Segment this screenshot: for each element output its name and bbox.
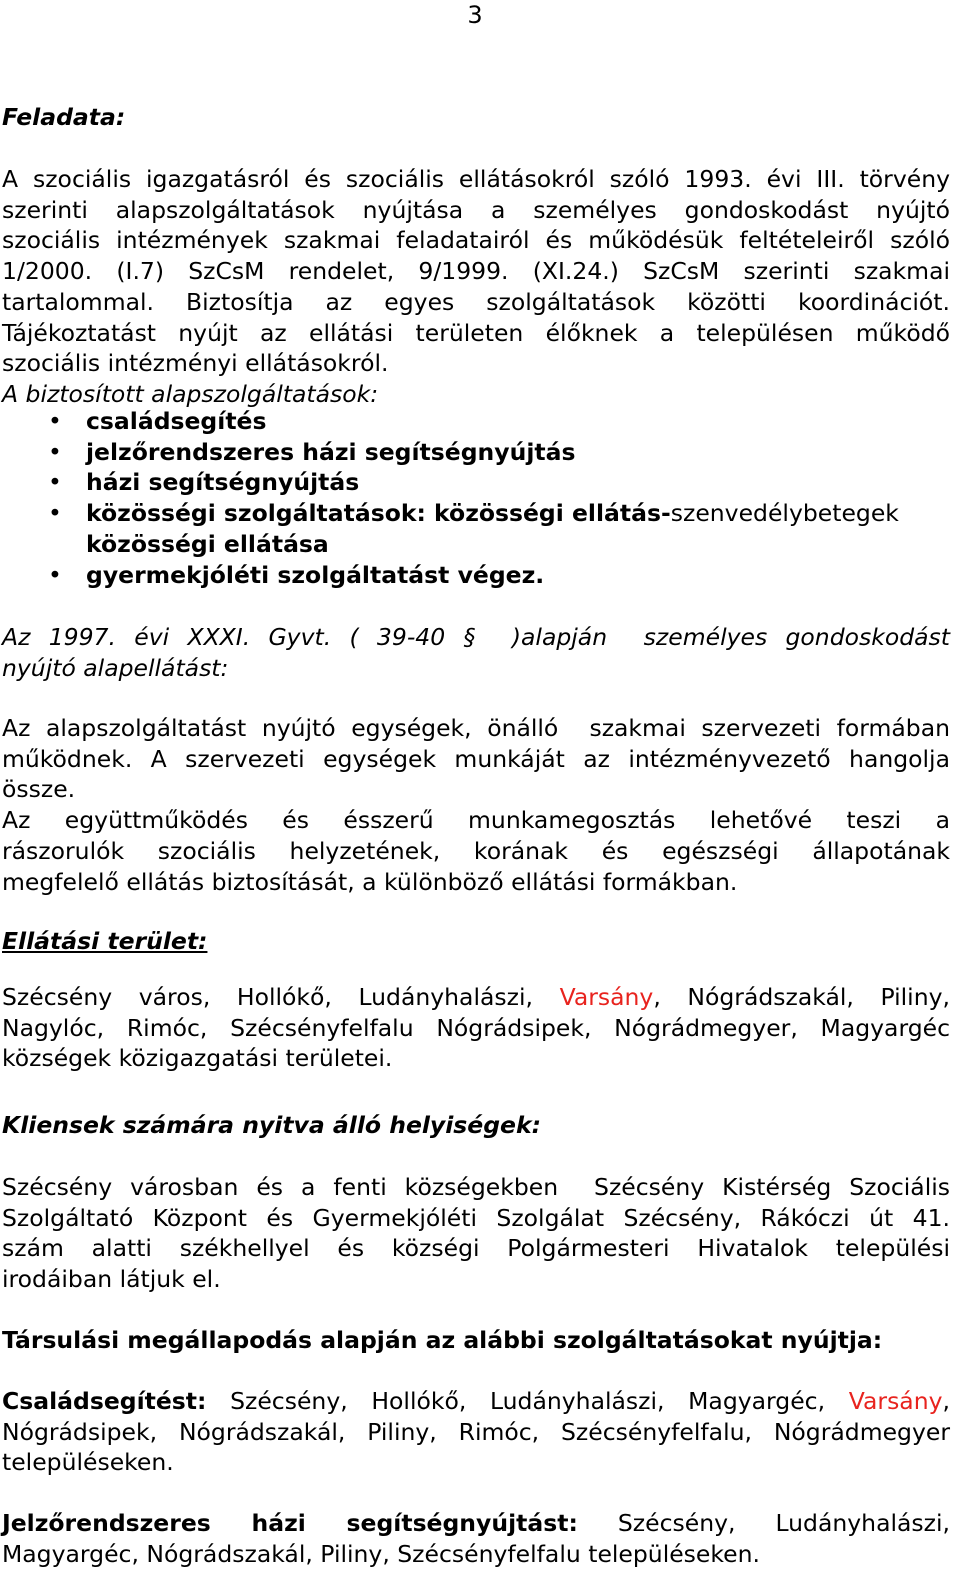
paragraph-line: Magyargéc, Nógrádszakál, Piliny, Szécsényfelfalu településeken. [2,1539,760,1568]
paragraph-line [2,1386,950,1417]
paragraph-line: 1/2000. (I.7) SzCsM rendelet, 9/1999. (XI.24.) SzCsM szerinti szakmai [2,257,950,286]
list-item [0,406,950,437]
text-span: Szécsény város, Hollókő, Ludányhalászi, [2,983,560,1011]
paragraph-line: irodáiban látjuk el. [2,1265,221,1294]
helyisegek-heading: Kliensek számára nyitva álló helyiségek: [2,1111,542,1139]
bullet-icon: • [48,468,62,497]
list-item [0,498,950,559]
paragraph-line: szerinti alapszolgáltatások nyújtása a személyes gondoskodást nyújtó [2,195,950,224]
services-list [0,406,950,590]
paragraph-line: működnek. A szervezeti egységek munkáját az intézményvezető hangolja [2,744,950,773]
paragraph-line: településeken. [2,1448,174,1477]
paragraph-line: szociális intézmények szakmai feladatairól és működésük feltételeiről szóló [2,226,950,255]
paragraph-line [2,1508,950,1539]
paragraph-line: össze. [2,775,76,804]
tarsulasi-heading: Társulási megállapodás alapján az alábbi szolgáltatásokat nyújtja: [2,1326,883,1354]
gyvt-paragraph [2,622,950,683]
paragraph-line: Szécsény városban és a fenti községekben Szécsény Kistérség Szociális [2,1173,950,1201]
paragraph-line: szám alatti székhellyel és községi Polgármesteri Hivatalok települési [2,1234,950,1263]
feladata-heading: Feladata: [2,103,126,131]
paragraph-line: Az együttműködés és ésszerű munkamegosztás lehetővé teszi a [2,806,950,835]
list-item [0,467,950,498]
text-span: , Nógrádszakál, Piliny, [653,983,950,1011]
service-label: házi segítségnyújtás [86,468,360,497]
paragraph-line: Szolgáltató Központ és Gyermekjóléti Szolgálat Szécsény, Rákóczi út 41. [2,1203,950,1232]
paragraph-line: Az alapszolgáltatást nyújtó egységek, önálló szakmai szervezeti formában [2,714,950,742]
paragraph-line: Nagylóc, Rimóc, Szécsényfelfalu Nógrádsipek, Nógrádmegyer, Magyargéc [2,1013,950,1042]
paragraph-line: rászorulók szociális helyzetének, korának és egészségi állapotának [2,836,950,865]
list-item [0,437,950,468]
ellatasi-terulet-heading: Ellátási terület: [2,927,208,955]
highlighted-town: Varsány [559,983,654,1011]
services-intro: A biztosított alapszolgáltatások: [2,379,379,408]
service-label: gyermekjóléti szolgáltatást végez. [86,560,545,589]
paragraph-line: nyújtó alapellátást: [2,653,229,682]
bullet-icon: • [48,499,62,528]
bullet-icon: • [48,437,62,466]
service-name: Jelzőrendszeres házi segítségnyújtást: [2,1509,578,1537]
paragraph-line: községek közigazgatási területei. [2,1044,393,1073]
text-span: Szécsény, Ludányhalászi, [577,1509,950,1537]
list-item [0,560,950,591]
paragraph-line: Az 1997. évi XXXI. Gyvt. ( 39-40 § )alapján személyes gondoskodást [2,623,950,651]
service-name: Családsegítést: [2,1387,207,1415]
page-number: 3 [467,1,483,29]
service-label-normal: szenvedélybetegek [670,499,899,528]
jelzo-paragraph [2,1508,950,1569]
text-span: , [942,1387,950,1415]
paragraph-line: szociális intézményi ellátásokról. [2,349,389,378]
paragraph-line: tartalommal. Biztosítja az egyes szolgáltatások közötti koordinációt. [2,287,950,316]
paragraph-line: megfelelő ellátás biztosítását, a különböző ellátási formákban. [2,867,738,896]
feladata-paragraph [2,164,950,410]
ellatasi-terulet-paragraph [2,982,950,1074]
service-label: közösségi szolgáltatások: közösségi ellátás- [86,499,671,528]
service-label-continued: közösségi ellátása [86,529,329,558]
paragraph-line: Tájékoztatást nyújt az ellátási területen élőknek a településen működő [2,318,950,347]
highlighted-town: Varsány [848,1387,943,1415]
paragraph-line: A szociális igazgatásról és szociális ellátásokról szóló 1993. évi III. törvény [2,165,950,193]
service-label: jelzőrendszeres házi segítségnyújtás [86,437,576,466]
units-paragraph [2,713,950,897]
csaladsegites-paragraph [2,1386,950,1478]
paragraph-line: Nógrádsipek, Nógrádszakál, Piliny, Rimóc, Szécsényfelfalu, Nógrádmegyer [2,1417,950,1446]
paragraph-line [2,982,950,1013]
helyisegek-paragraph [2,1172,950,1295]
text-span: Szécsény, Hollókő, Ludányhalászi, Magyargéc, [206,1387,849,1415]
bullet-icon: • [48,407,62,435]
bullet-icon: • [48,560,62,589]
service-label: családsegítés [86,407,267,435]
